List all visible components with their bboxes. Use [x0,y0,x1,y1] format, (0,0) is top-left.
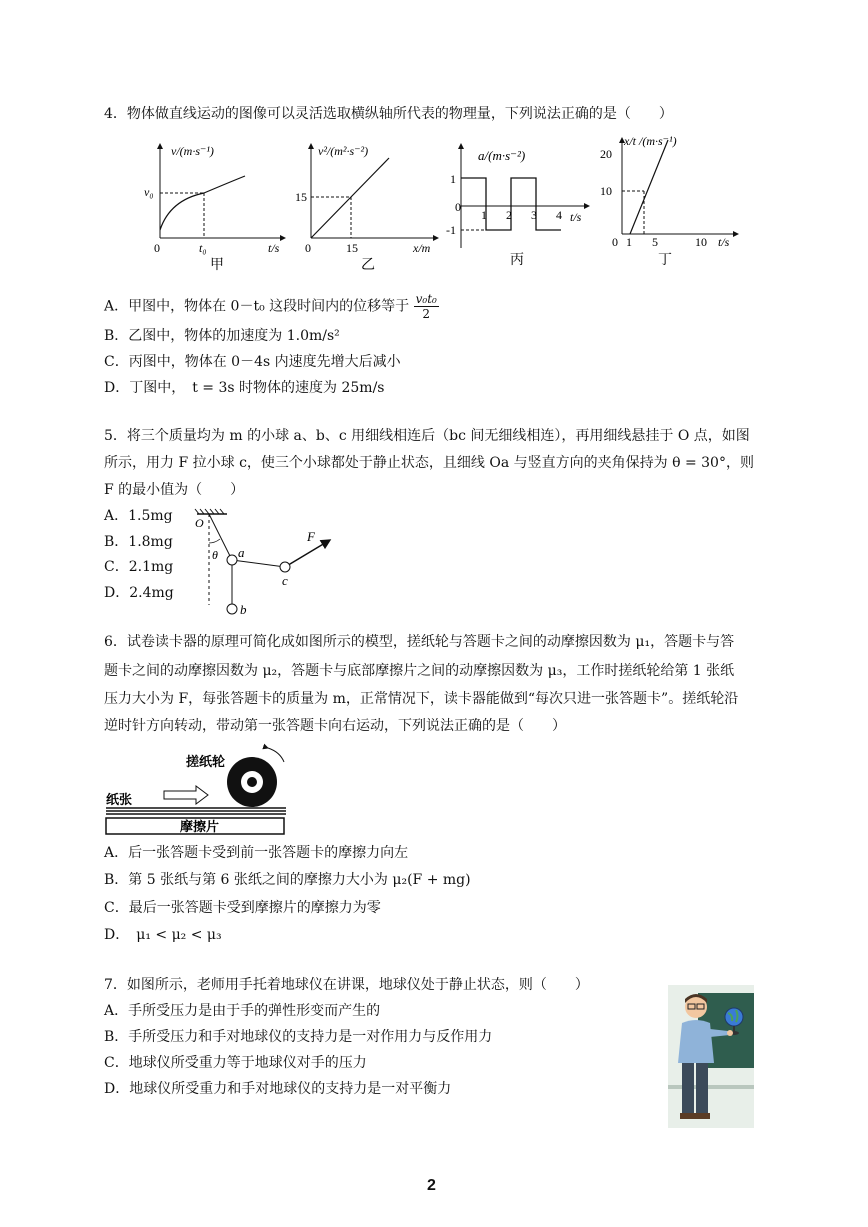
q6-option-a: A．后一张答题卡受到前一张答题卡的摩擦力向左 [104,845,409,861]
jia-xmark: t₀ [199,241,207,255]
label-o: O [195,516,204,530]
bing-tick-1: 1 [481,208,487,222]
ball-c [280,562,290,572]
q4-option-b: B．乙图中，物体的加速度为 1.0m/s² [104,328,340,344]
teacher-illustration [668,985,754,1128]
jia-curve [160,176,245,230]
globe-icon [725,1008,743,1026]
graph-bing [446,138,596,273]
q5-stem-line-3: F 的最小值为（ ） [104,482,245,498]
q5-figure [185,505,345,623]
jia-origin: 0 [154,241,160,255]
q5-option-c: C．2.1mg [104,559,174,575]
label-a: a [238,545,245,560]
yi-ylabel: v²/(m²·s⁻²) [318,144,369,158]
bing-caption: 丙 [510,253,524,268]
ding-xtick-5: 5 [652,235,658,249]
bing-steps [461,178,561,230]
label-roller: 搓纸轮 [186,754,226,769]
graph-jia [140,138,290,273]
q6-option-b: B．第 5 张纸与第 6 张纸之间的摩擦力大小为 μ₂(F + mg) [104,872,471,888]
q5-option-a: A．1.5mg [104,508,173,524]
ding-xtick-1: 1 [626,235,632,249]
q5-option-b: B．1.8mg [104,534,173,550]
label-f: F [307,529,315,544]
bing-tick-4: 4 [556,208,562,222]
q7-option-b: B．手所受压力和手对地球仪的支持力是一对作用力与反作用力 [104,1029,493,1045]
q5-option-d: D．2.4mg [104,585,174,601]
bing-ytop: 1 [450,172,456,186]
yi-caption: 乙 [361,258,375,273]
jia-ymark: v₀ [144,185,154,199]
q6-stem-line-1: 6．试卷读卡器的原理可简化成如图所示的模型，搓纸轮与答题卡之间的动摩擦因数为 μ₁，答题卡与答 [104,634,735,650]
ding-ylabel: x/t /(m·s⁻¹) [624,134,677,148]
q6-figure [100,742,300,837]
ding-xlabel: t/s [718,235,730,249]
q7-option-c: C．地球仪所受重力等于地球仪对手的压力 [104,1055,367,1071]
ding-origin: 0 [612,235,618,249]
q4-stem: 4．物体做直线运动的图像可以灵活选取横纵轴所代表的物理量，下列说法正确的是（ ） [104,106,673,122]
label-b: b [240,602,247,617]
q7-stem: 7．如图所示，老师用手托着地球仪在讲课，地球仪处于静止状态，则（ ） [104,977,589,993]
q4-option-c: C．丙图中，物体在 0－4s 内速度先增大后减小 [104,354,401,370]
q7-option-d: D．地球仪所受重力和手对地球仪的支持力是一对平衡力 [104,1081,452,1097]
ball-a [227,555,237,565]
ding-ytick-20: 20 [600,147,612,161]
q6-stem-line-2: 题卡之间的动摩擦因数为 μ₂，答题卡与底部摩擦片之间的动摩擦因数为 μ₃，工作时搓纸轮给第 1 张纸 [104,663,735,679]
yi-ymark: 15 [295,190,307,204]
q5-stem-line-2: 所示，用力 F 拉小球 c，使三个小球都处于静止状态，且细线 Oa 与竖直方向的夹角保持为 θ = 30°，则 [104,455,754,471]
yi-line [311,158,389,238]
force-arrow [285,540,330,567]
bing-tick-3: 3 [531,208,537,222]
q4-option-a-fraction: $\frac{\text{v₀t₀}}{2}$ [415,292,437,321]
label-c: c [282,573,288,588]
label-paper: 纸张 [106,792,133,807]
q4-option-d: D．丁图中， t = 3s 时物体的速度为 25m/s [104,380,385,396]
q6-stem-line-4: 逆时针方向转动，带动第一张答题卡向右运动，下列说法正确的是（ ） [104,718,566,734]
q6-option-d: D． μ₁ < μ₂ < μ₃ [104,927,222,943]
graph-ding [600,132,740,272]
graph-yi [293,138,443,273]
ding-caption: 丁 [658,253,672,268]
q5-stem-line-1: 5．将三个质量均为 m 的小球 a、b、c 用细线相连后（bc 间无细线相连），再用细线悬挂于 O 点，如图 [104,428,750,444]
jia-ylabel: v/(m·s⁻¹) [171,144,214,158]
ding-xtick-10: 10 [695,235,707,249]
jia-xlabel: t/s [268,241,280,255]
ding-line [630,140,668,234]
bing-tick-2: 2 [506,208,512,222]
ding-ytick-10: 10 [600,184,612,198]
yi-origin: 0 [305,241,311,255]
bing-xlabel: t/s [570,210,582,224]
paper-direction-arrow [164,786,208,804]
label-theta: θ [212,548,218,562]
bing-origin: 0 [455,200,461,214]
q7-option-a: A．手所受压力是由于手的弹性形变而产生的 [104,1003,381,1019]
bing-ylabel: a/(m·s⁻²) [478,148,526,163]
label-pad: 摩擦片 [180,819,220,834]
yi-xmark: 15 [346,241,358,255]
q6-option-c: C．最后一张答题卡受到摩擦片的摩擦力为零 [104,900,381,916]
q6-stem-line-3: 压力大小为 F，每张答题卡的质量为 m，正常情况下，读卡器能做到“每次只进一张答题卡”。搓纸轮沿 [104,691,739,707]
bing-ybottom: -1 [446,223,456,237]
ball-b [227,604,237,614]
page-number: 2 [427,1177,436,1194]
yi-xlabel: x/m [413,241,431,255]
q4-option-a: A．甲图中，物体在 0－t₀ 这段时间内的位移等于 $\frac{\text{v₀t₀}}{2}$ [104,292,437,321]
jia-caption: 甲 [210,258,224,273]
